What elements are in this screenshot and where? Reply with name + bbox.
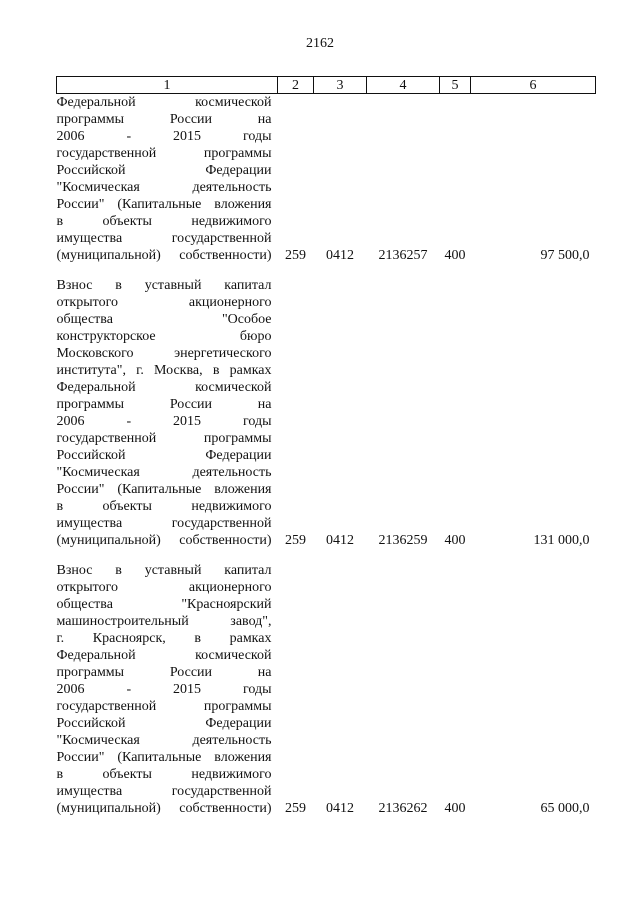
row-description xyxy=(57,277,278,549)
column-header-5: 5 xyxy=(440,77,471,94)
column-header-2: 2 xyxy=(278,77,314,94)
description-line: конструкторское бюро xyxy=(56,329,272,344)
target-article-code: 2136262 xyxy=(378,801,428,816)
column-number-row xyxy=(57,77,596,94)
description-line: Московского энергетического xyxy=(56,346,272,361)
amount-value: 97 500,0 xyxy=(540,248,590,263)
description-line: Взнос в уставный капитал xyxy=(56,563,272,578)
amount-value: 65 000,0 xyxy=(540,801,590,816)
row-description xyxy=(57,94,278,265)
description-line: имущества государственной xyxy=(56,231,272,246)
description-line: (муниципальной) собственности) xyxy=(56,533,272,548)
page-number: 2162 xyxy=(306,36,334,51)
description-line: в объекты недвижимого xyxy=(56,767,272,782)
table-row xyxy=(57,562,596,817)
description-line: открытого акционерного xyxy=(56,580,272,595)
description-line: (муниципальной) собственности) xyxy=(56,801,272,816)
budget-table xyxy=(56,76,596,817)
description-line: общества "Красноярский xyxy=(56,597,272,612)
description-line: Федеральной космической xyxy=(56,95,272,110)
target-article-code: 2136259 xyxy=(378,533,428,548)
table-row xyxy=(57,277,596,549)
description-line: Взнос в уставный капитал xyxy=(56,278,272,293)
column-header-4: 4 xyxy=(367,77,440,94)
table-body xyxy=(57,94,596,818)
description-line: открытого акционерного xyxy=(56,295,272,310)
description-line: имущества государственной xyxy=(56,516,272,531)
description-line: в объекты недвижимого xyxy=(56,499,272,514)
description-line: государственной программы xyxy=(56,146,272,161)
description-line: Российской Федерации xyxy=(56,448,272,463)
row-spacer-cell xyxy=(57,264,596,277)
description-line: России" (Капитальные вложения xyxy=(56,750,272,765)
description-line: машиностроительный завод", xyxy=(56,614,272,629)
column-header-6: 6 xyxy=(471,77,596,94)
description-line: 2006 - 2015 годы xyxy=(56,682,272,697)
description-line: "Космическая деятельность xyxy=(56,465,272,480)
section-code: 0412 xyxy=(326,533,354,548)
description-line: "Космическая деятельность xyxy=(56,180,272,195)
target-article-code: 2136257 xyxy=(378,248,428,263)
description-line: программы России на xyxy=(56,665,272,680)
description-line: государственной программы xyxy=(56,431,272,446)
row-spacer xyxy=(57,264,596,277)
expense-type-code: 400 xyxy=(444,801,466,816)
ministry-code: 259 xyxy=(285,533,306,548)
description-line: г. Красноярск, в рамках xyxy=(56,631,272,646)
row-description xyxy=(57,562,278,817)
description-line: 2006 - 2015 годы xyxy=(56,129,272,144)
section-code: 0412 xyxy=(326,801,354,816)
amount-value: 131 000,0 xyxy=(533,533,590,548)
row-spacer xyxy=(57,549,596,562)
section-code: 0412 xyxy=(326,248,354,263)
description-line: государственной программы xyxy=(56,699,272,714)
ministry-code: 259 xyxy=(285,801,306,816)
expense-type-code: 400 xyxy=(444,248,466,263)
row-spacer-cell xyxy=(57,549,596,562)
column-header-1: 1 xyxy=(57,77,278,94)
description-line: "Космическая деятельность xyxy=(56,733,272,748)
description-line: (муниципальной) собственности) xyxy=(56,248,272,263)
ministry-code: 259 xyxy=(285,248,306,263)
description-line: Российской Федерации xyxy=(56,163,272,178)
description-line: Российской Федерации xyxy=(56,716,272,731)
description-line: института", г. Москва, в рамках xyxy=(56,363,272,378)
column-header-3: 3 xyxy=(314,77,367,94)
description-line: России" (Капитальные вложения xyxy=(56,197,272,212)
description-line: в объекты недвижимого xyxy=(56,214,272,229)
table-row xyxy=(57,94,596,265)
description-line: программы России на xyxy=(56,397,272,412)
description-line: программы России на xyxy=(56,112,272,127)
description-line: общества "Особое xyxy=(56,312,272,327)
description-line: имущества государственной xyxy=(56,784,272,799)
expense-type-code: 400 xyxy=(444,533,466,548)
description-line: Федеральной космической xyxy=(56,380,272,395)
description-line: России" (Капитальные вложения xyxy=(56,482,272,497)
description-line: Федеральной космической xyxy=(56,648,272,663)
description-line: 2006 - 2015 годы xyxy=(56,414,272,429)
